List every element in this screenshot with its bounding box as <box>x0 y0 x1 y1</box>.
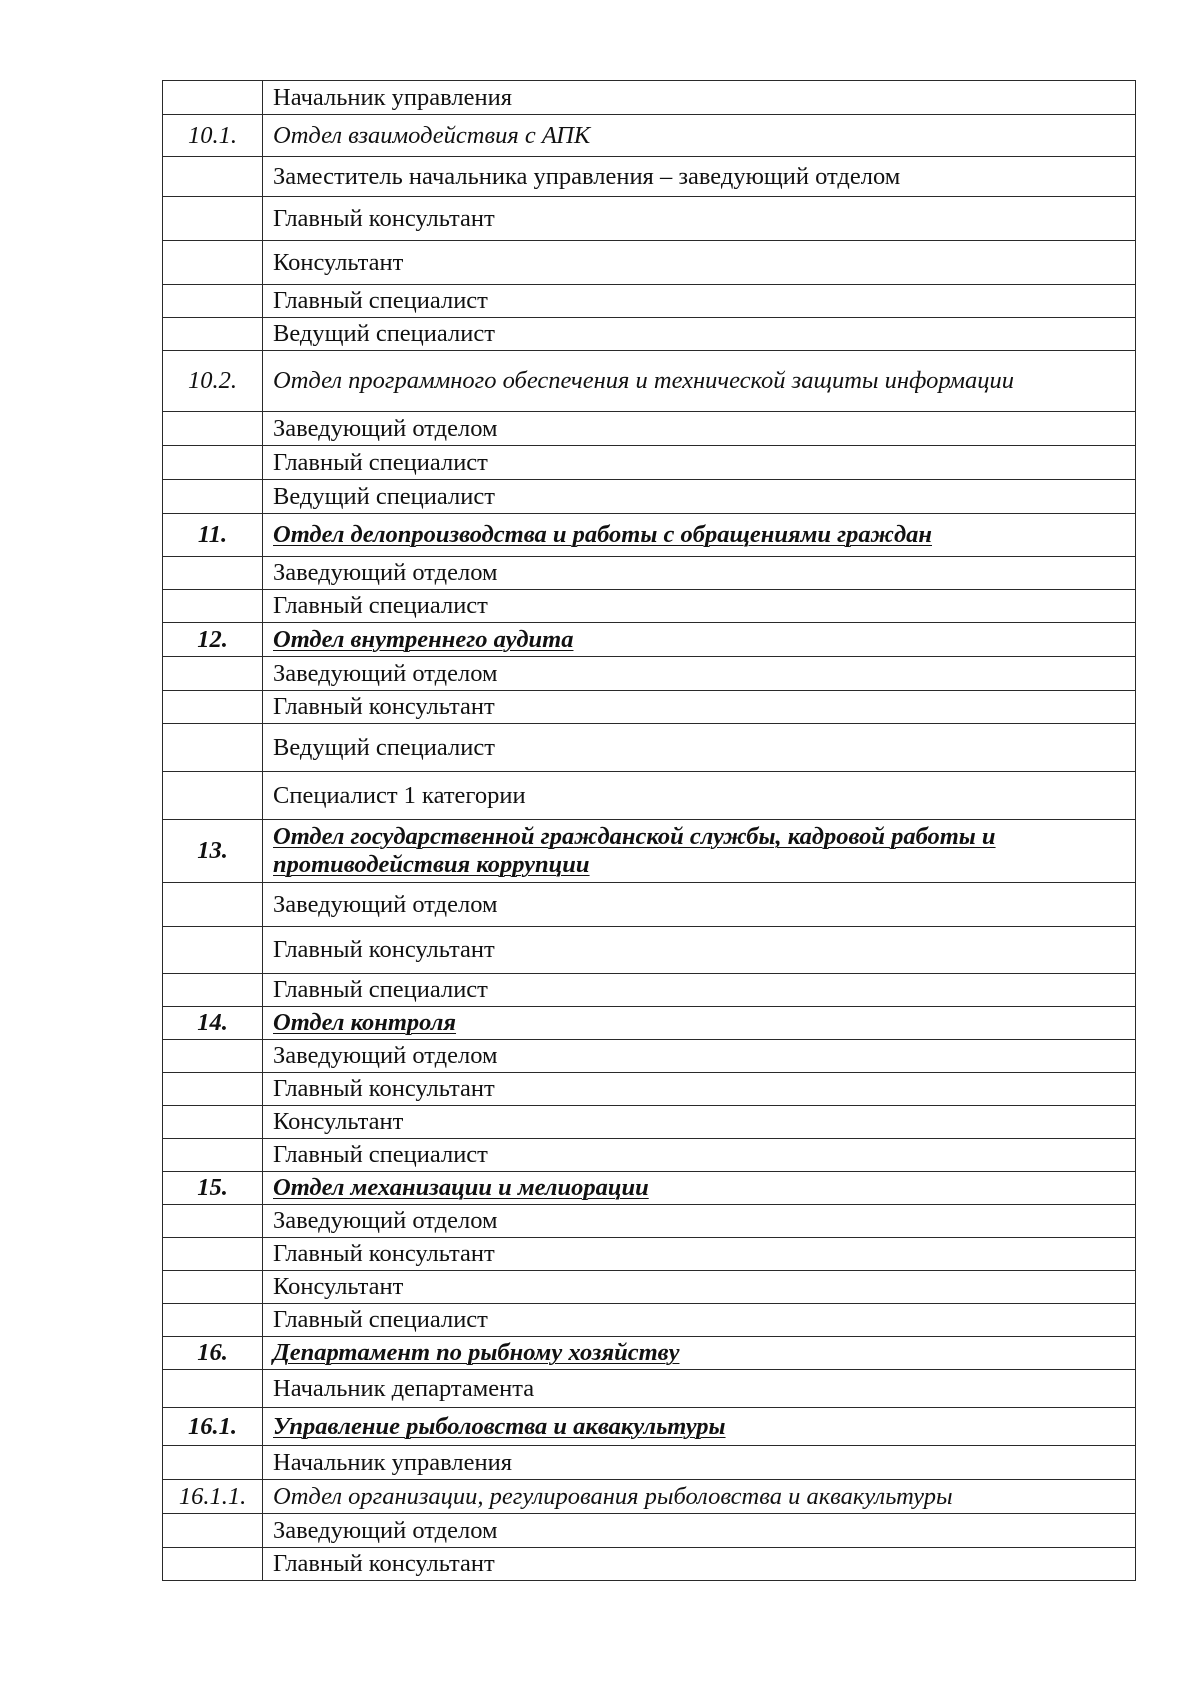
position-title-cell: Начальник управления <box>263 81 1136 115</box>
section-row <box>163 1408 1136 1446</box>
position-title-cell: Заведующий отделом <box>263 1040 1136 1073</box>
row-number-cell <box>163 1446 263 1480</box>
position-title-cell: Главный консультант <box>263 927 1136 974</box>
section-row <box>163 623 1136 657</box>
position-row <box>163 1370 1136 1408</box>
position-row <box>163 724 1136 772</box>
section-title-cell: Отдел внутреннего аудита <box>263 623 1136 657</box>
position-row <box>163 1271 1136 1304</box>
position-row <box>163 1446 1136 1480</box>
position-row <box>163 974 1136 1007</box>
position-title-cell: Заведующий отделом <box>263 883 1136 927</box>
position-row <box>163 657 1136 691</box>
row-number-cell: 10.1. <box>163 115 263 157</box>
row-number-cell <box>163 1271 263 1304</box>
position-row <box>163 927 1136 974</box>
section-row <box>163 1480 1136 1514</box>
position-row <box>163 241 1136 285</box>
row-number-cell <box>163 974 263 1007</box>
row-number-cell <box>163 1205 263 1238</box>
section-title-cell: Отдел организации, регулирования рыболовства и аквакультуры <box>263 1480 1136 1514</box>
position-title-cell: Заведующий отделом <box>263 1514 1136 1548</box>
row-number-cell: 15. <box>163 1172 263 1205</box>
position-title-cell: Ведущий специалист <box>263 480 1136 514</box>
section-row <box>163 820 1136 883</box>
row-number-cell <box>163 657 263 691</box>
section-title-cell: Отдел контроля <box>263 1007 1136 1040</box>
row-number-cell <box>163 81 263 115</box>
position-row <box>163 691 1136 724</box>
section-title-cell: Отдел государственной гражданской службы, кадровой работы и противодействия коррупции <box>263 820 1136 883</box>
row-number-cell <box>163 412 263 446</box>
row-number-cell <box>163 157 263 197</box>
position-title-cell: Заместитель начальника управления – заведующий отделом <box>263 157 1136 197</box>
position-title-cell: Консультант <box>263 1271 1136 1304</box>
row-number-cell <box>163 927 263 974</box>
row-number-cell <box>163 197 263 241</box>
section-title-cell: Отдел программного обеспечения и технической защиты информации <box>263 351 1136 412</box>
section-row <box>163 1172 1136 1205</box>
row-number-cell <box>163 1514 263 1548</box>
position-title-cell: Заведующий отделом <box>263 657 1136 691</box>
row-number-cell <box>163 1139 263 1172</box>
position-title-cell: Главный консультант <box>263 197 1136 241</box>
position-title-cell: Заведующий отделом <box>263 1205 1136 1238</box>
section-title-cell: Отдел взаимодействия с АПК <box>263 115 1136 157</box>
row-number-cell <box>163 1040 263 1073</box>
position-title-cell: Главный специалист <box>263 1304 1136 1337</box>
row-number-cell <box>163 1073 263 1106</box>
staff-structure-table-body <box>163 81 1136 1581</box>
row-number-cell: 14. <box>163 1007 263 1040</box>
position-title-cell: Консультант <box>263 241 1136 285</box>
row-number-cell: 16.1.1. <box>163 1480 263 1514</box>
staff-structure-table <box>162 80 1136 1581</box>
row-number-cell <box>163 1548 263 1581</box>
row-number-cell <box>163 691 263 724</box>
position-title-cell: Главный специалист <box>263 1139 1136 1172</box>
row-number-cell <box>163 318 263 351</box>
row-number-cell: 11. <box>163 514 263 557</box>
section-row <box>163 1337 1136 1370</box>
row-number-cell <box>163 1370 263 1408</box>
position-row <box>163 157 1136 197</box>
position-row <box>163 480 1136 514</box>
section-title-cell: Отдел делопроизводства и работы с обращениями граждан <box>263 514 1136 557</box>
position-title-cell: Начальник управления <box>263 1446 1136 1480</box>
section-row <box>163 351 1136 412</box>
row-number-cell <box>163 1238 263 1271</box>
position-title-cell: Главный консультант <box>263 1073 1136 1106</box>
row-number-cell <box>163 1106 263 1139</box>
position-title-cell: Главный специалист <box>263 446 1136 480</box>
row-number-cell <box>163 724 263 772</box>
section-row <box>163 1007 1136 1040</box>
position-row <box>163 1238 1136 1271</box>
position-row <box>163 1040 1136 1073</box>
position-title-cell: Специалист 1 категории <box>263 772 1136 820</box>
row-number-cell <box>163 557 263 590</box>
position-row <box>163 1304 1136 1337</box>
position-row <box>163 81 1136 115</box>
row-number-cell <box>163 1304 263 1337</box>
position-row <box>163 412 1136 446</box>
position-title-cell: Заведующий отделом <box>263 557 1136 590</box>
row-number-cell <box>163 446 263 480</box>
row-number-cell <box>163 241 263 285</box>
section-title-cell: Управление рыболовства и аквакультуры <box>263 1408 1136 1446</box>
position-title-cell: Ведущий специалист <box>263 318 1136 351</box>
row-number-cell <box>163 480 263 514</box>
position-row <box>163 1106 1136 1139</box>
position-row <box>163 883 1136 927</box>
section-row <box>163 514 1136 557</box>
position-title-cell: Главный специалист <box>263 974 1136 1007</box>
position-row <box>163 1139 1136 1172</box>
position-row <box>163 772 1136 820</box>
row-number-cell: 10.2. <box>163 351 263 412</box>
position-row <box>163 197 1136 241</box>
row-number-cell: 16.1. <box>163 1408 263 1446</box>
position-row <box>163 1205 1136 1238</box>
position-title-cell: Консультант <box>263 1106 1136 1139</box>
row-number-cell <box>163 772 263 820</box>
row-number-cell: 16. <box>163 1337 263 1370</box>
position-title-cell: Заведующий отделом <box>263 412 1136 446</box>
position-title-cell: Главный консультант <box>263 1548 1136 1581</box>
row-number-cell <box>163 883 263 927</box>
row-number-cell <box>163 590 263 623</box>
row-number-cell <box>163 285 263 318</box>
position-row <box>163 590 1136 623</box>
row-number-cell: 12. <box>163 623 263 657</box>
position-row <box>163 1073 1136 1106</box>
position-row <box>163 446 1136 480</box>
position-title-cell: Главный специалист <box>263 285 1136 318</box>
section-title-cell: Отдел механизации и мелиорации <box>263 1172 1136 1205</box>
position-title-cell: Главный консультант <box>263 1238 1136 1271</box>
position-title-cell: Ведущий специалист <box>263 724 1136 772</box>
position-title-cell: Начальник департамента <box>263 1370 1136 1408</box>
position-title-cell: Главный консультант <box>263 691 1136 724</box>
position-row <box>163 1548 1136 1581</box>
position-row <box>163 318 1136 351</box>
position-row <box>163 285 1136 318</box>
row-number-cell: 13. <box>163 820 263 883</box>
position-title-cell: Главный специалист <box>263 590 1136 623</box>
position-row <box>163 1514 1136 1548</box>
section-row <box>163 115 1136 157</box>
section-title-cell: Департамент по рыбному хозяйству <box>263 1337 1136 1370</box>
position-row <box>163 557 1136 590</box>
